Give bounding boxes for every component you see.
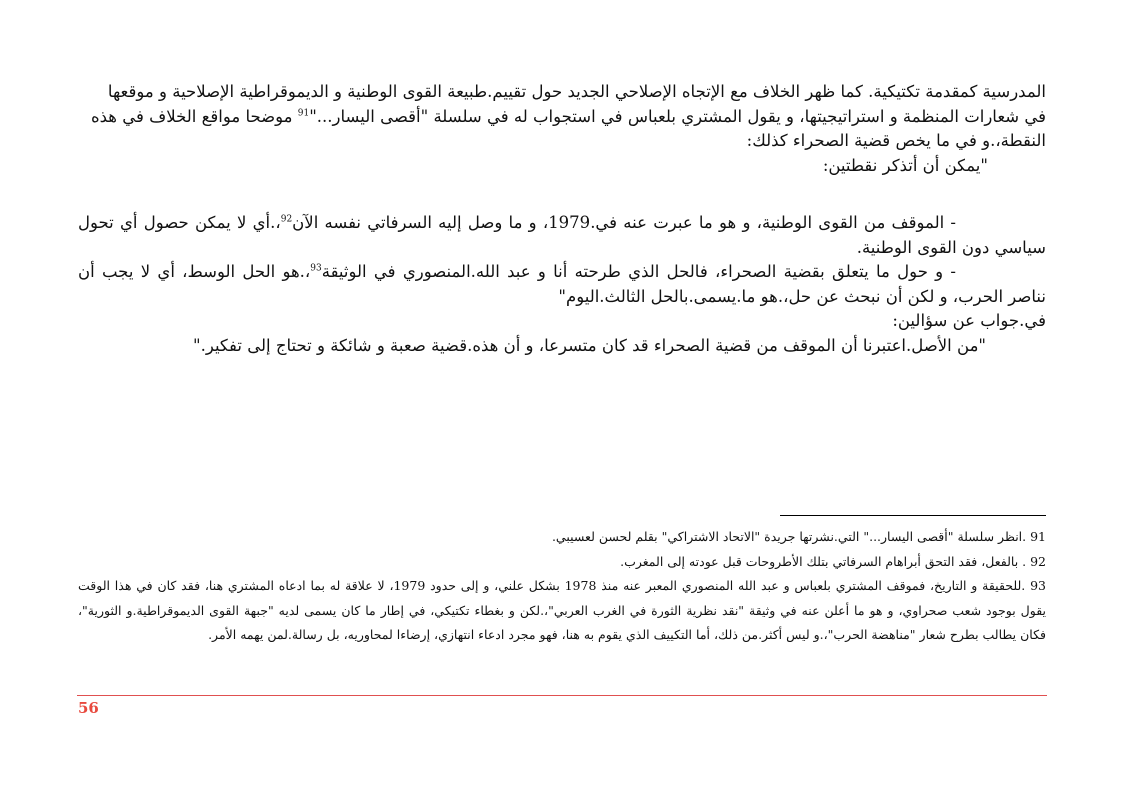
quote-opening: "يمكن أن أتذكر نقطتين:	[822, 155, 988, 175]
paragraph-text: موضحا مواقع الخلاف في هذه	[91, 106, 298, 126]
footnote-separator	[780, 515, 1046, 516]
paragraph-line: النقطة،.و في ما يخص قضية الصحراء كذلك:	[746, 131, 1046, 150]
page-number: 56	[78, 699, 99, 717]
answer-quote: "من الأصل.اعتبرنا أن الموقف من قضية الصحراء قد كان متسرعا، و أن هذه.قضية صعبة و شائكة و تحتاج إلى تفكير."	[193, 335, 986, 355]
footnote-ref-92[interactable]: 92	[280, 214, 293, 225]
footnote-91: 91 .انظر سلسلة "أقصى اليسار..." التي.نشرتها جريدة "الاتحاد الاشتراكي" بقلم لحسن لعسيبي.	[551, 529, 1046, 544]
list-item-text: ،.أي لا يمكن حصول أي تحول سياسي دون القوى الوطنية.	[78, 213, 1046, 257]
footnote-92: 92 . بالفعل، فقد التحق أبراهام السرفاتي بتلك الأطروحات قبل عودته إلى المغرب.	[620, 553, 1046, 569]
list-item-text: - الموقف من القوى الوطنية، و هو ما عبرت عنه في.1979، و ما وصل إليه السرفاتي نفسه الآن	[292, 213, 956, 232]
footnotes	[78, 525, 1046, 648]
list-item-national-forces	[78, 211, 1046, 260]
paragraph-line	[78, 105, 1046, 130]
paragraph-intro	[78, 80, 1046, 154]
footer-rule	[77, 695, 1047, 696]
paragraph-line: المدرسية كمقدمة تكتيكية. كما ظهر الخلاف مع الإتجاه الإصلاحي الجديد حول تقييم.طبيعة القوى الوطنية و الديموقراطية الإصلاحية و موقعها	[107, 82, 1046, 101]
footnote-93: 93 .للحقيقة و التاريخ، فموقف المشتري بلعباس و عبد الله المنصوري المعبر عنه منذ 1978 بشكل علني، و إلى حدود 1979، لا علاقة له بما ادعاه المشتري هنا، فقد كان في هذا الوقت يقول بوجود شعب صحراوي، و هو ما أعلن عنه في وثيقة "نقد نظرية الثورة في الغرب العربي"،.لكن و بغطاء تكتيكي، في إطار ما كان يسمى لديه "جبهة القوى الديموقراطية.و الثورية"، فكان يطالب بطرح شعار "مناهضة الحرب"،.و ليس أكثر.من ذلك، أما التكييف الذي يقوم به هنا، فهو مجرد ادعاء انتهازي، إرضاءا لمحاوريه، بل رسالة.لمن يهمه الأمر.	[78, 578, 1046, 642]
list-item-text: - و حول ما يتعلق بقضية الصحراء، فالحل الذي طرحته أنا و عبد الله.المنصوري في الوثيقة	[321, 262, 956, 281]
footnote-ref-91[interactable]: 91	[297, 108, 310, 118]
list-item-text: ،.هو الحل الوسط، أي لا يجب أن نناصر الحرب، و لكن أن نبحث عن حل،.هو ما.يسمى.بالحل الثالث.اليوم"	[78, 262, 1046, 306]
list-item-sahara	[78, 260, 1046, 309]
footnote-ref-93[interactable]: 93	[310, 263, 322, 274]
spacer	[78, 178, 1046, 211]
answer-intro: في.جواب عن سؤالين:	[892, 311, 1046, 330]
main-text	[78, 80, 1046, 358]
paragraph-text: في شعارات المنظمة و استراتيجيتها، و يقول المشتري بلعباس في استجواب له في سلسلة "أقصى اليسار..."	[309, 106, 1046, 126]
